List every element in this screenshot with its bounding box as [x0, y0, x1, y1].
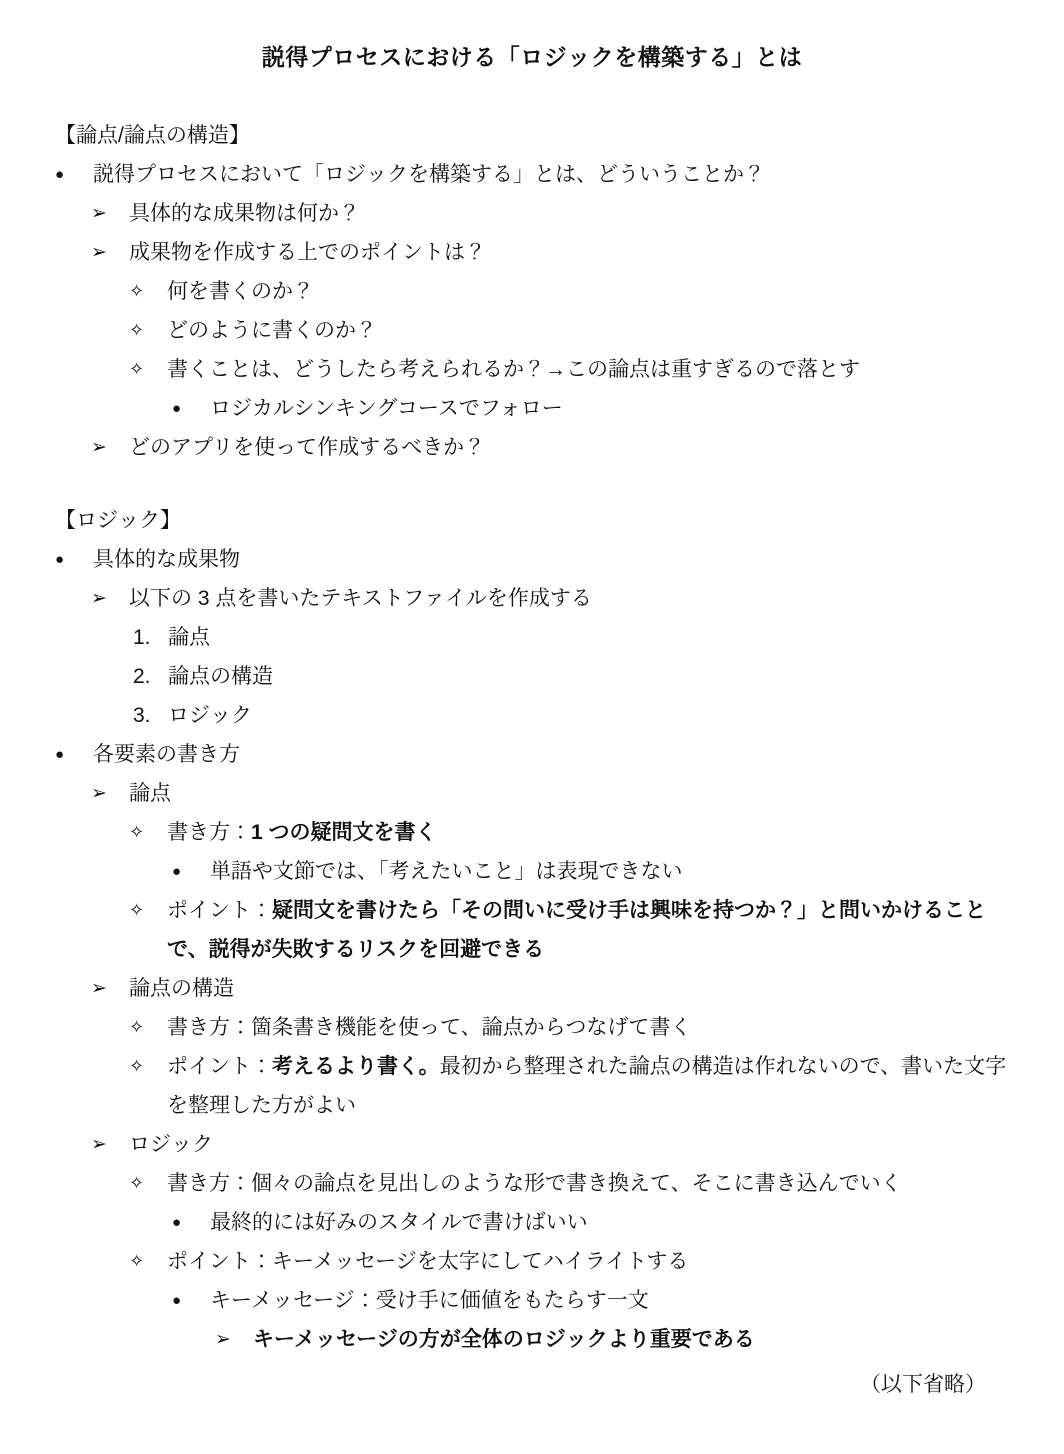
- plain-text: ロジカルシンキングコースでフォロー: [210, 397, 563, 420]
- plain-text: 以下の 3 点を書いたテキストファイルを作成する: [129, 587, 592, 610]
- plain-text: キーメッセージ：受け手に価値をもたらす一文: [210, 1289, 649, 1312]
- outline-item: [0, 696, 1007, 735]
- item-text: [167, 1008, 1007, 1047]
- outline-item: [0, 233, 1007, 272]
- plain-text: 論点: [129, 782, 171, 805]
- item-text: [168, 657, 1007, 696]
- outline-item: [0, 852, 1007, 891]
- item-text: [129, 774, 1007, 813]
- outline-item: [0, 1242, 1007, 1281]
- bullet-icon: ●: [172, 1292, 182, 1309]
- outline-item: [0, 891, 1007, 969]
- plain-text: ロジック: [129, 1133, 213, 1156]
- arrow-icon: ➢: [91, 242, 107, 263]
- bullet-icon: ●: [172, 863, 182, 880]
- plain-text: ポイント：: [167, 899, 272, 922]
- outline-item: [0, 194, 1007, 233]
- plain-text: 書き方：個々の論点を見出しのような形で書き換えて、そこに書き込んでいく: [167, 1172, 902, 1195]
- plain-text: 単語や文節では、「考えたいこと」は表現できない: [210, 860, 683, 883]
- diamond-icon: ✧: [129, 1173, 145, 1193]
- number-label: 3.: [133, 704, 151, 727]
- emphasized-text: 考えるより書く。: [272, 1055, 440, 1078]
- plain-text: どのように書くのか？: [167, 319, 377, 342]
- item-text: [210, 1281, 1007, 1320]
- plain-text: 各要素の書き方: [93, 743, 240, 766]
- plain-text: 論点の構造: [129, 977, 234, 1000]
- outline-item: [0, 735, 1007, 774]
- arrow-icon: ➢: [91, 437, 107, 458]
- outline-item: [0, 1203, 1007, 1242]
- outline-item: [0, 540, 1007, 579]
- outline-item: [0, 813, 1007, 852]
- item-text: [129, 428, 1007, 467]
- outline-item: [0, 1164, 1007, 1203]
- diamond-icon: ✧: [129, 1017, 145, 1037]
- footer-note: （以下省略）: [860, 1373, 986, 1396]
- outline-item: [0, 1125, 1007, 1164]
- item-text: [129, 1125, 1007, 1164]
- diamond-icon: ✧: [129, 822, 145, 842]
- bullet-icon: ●: [55, 166, 65, 183]
- item-text: [167, 350, 1007, 389]
- outline-item: [0, 774, 1007, 813]
- plain-text: 何を書くのか？: [167, 280, 314, 303]
- outline-item: [0, 657, 1007, 696]
- section-heading: 【ロジック】: [55, 509, 181, 532]
- item-text: [210, 852, 1007, 891]
- diamond-icon: ✧: [129, 1056, 145, 1076]
- plain-text: 成果物を作成する上でのポイントは？: [129, 241, 486, 264]
- arrow-icon: ➢: [91, 1134, 107, 1155]
- bullet-icon: ●: [172, 1214, 182, 1231]
- plain-text: ポイント：: [167, 1055, 272, 1078]
- plain-text: 具体的な成果物: [93, 548, 240, 571]
- plain-text: 具体的な成果物は何か？: [129, 202, 360, 225]
- number-label: 1.: [133, 626, 151, 649]
- item-text: [253, 1320, 1007, 1359]
- plain-text: 書くことは、どうしたら考えられるか？→この論点は重すぎるので落とす: [167, 358, 860, 381]
- plain-text: 論点: [168, 626, 210, 649]
- item-text: [93, 155, 1007, 194]
- outline-item: [0, 618, 1007, 657]
- plain-text: 最初から整理された論点の構造は作れないので、書いた文字を整理した方がよい: [167, 1055, 1007, 1117]
- outline-item: [0, 1008, 1007, 1047]
- diamond-icon: ✧: [129, 900, 145, 920]
- outline-item: [0, 389, 1007, 428]
- item-text: [167, 311, 1007, 350]
- outline-item: [0, 350, 1007, 389]
- item-text: [129, 233, 1007, 272]
- plain-text: 説得プロセスにおいて「ロジックを構築する」とは、どういうことか？: [93, 163, 765, 186]
- diamond-icon: ✧: [129, 281, 145, 301]
- item-text: [93, 540, 1007, 579]
- item-text: [167, 272, 1007, 311]
- item-text: [167, 1164, 1007, 1203]
- emphasized-text: 疑問文を書けたら「その問いに受け手は興味を持つか？」と問いかけることで、説得が失敗するリスクを回避できる: [167, 899, 986, 961]
- outline-item: [0, 1281, 1007, 1320]
- item-text: [167, 891, 1007, 969]
- outline-item: [0, 969, 1007, 1008]
- item-text: [168, 696, 1007, 735]
- outline-item: [0, 579, 1007, 618]
- item-text: [129, 969, 1007, 1008]
- outline: [0, 116, 1064, 1359]
- item-text: [167, 1047, 1007, 1125]
- plain-text: 論点の構造: [168, 665, 273, 688]
- item-text: [129, 194, 1007, 233]
- item-text: [168, 618, 1007, 657]
- plain-text: 書き方：: [167, 821, 251, 844]
- emphasized-text: キーメッセージの方が全体のロジックより重要である: [253, 1328, 755, 1351]
- item-text: [210, 1203, 1007, 1242]
- arrow-icon: ➢: [91, 203, 107, 224]
- arrow-icon: ➢: [91, 978, 107, 999]
- arrow-icon: ➢: [91, 588, 107, 609]
- item-text: [167, 1242, 1007, 1281]
- item-text: [129, 579, 1007, 618]
- arrow-icon: ➢: [91, 783, 107, 804]
- plain-text: ロジック: [168, 704, 252, 727]
- number-label: 2.: [133, 665, 151, 688]
- item-text: [167, 813, 1007, 852]
- bullet-icon: ●: [55, 551, 65, 568]
- section-heading: 【論点/論点の構造】: [55, 124, 250, 147]
- bullet-icon: ●: [172, 400, 182, 417]
- item-text: [93, 735, 1007, 774]
- diamond-icon: ✧: [129, 359, 145, 379]
- diamond-icon: ✧: [129, 1251, 145, 1271]
- arrow-icon: ➢: [215, 1329, 231, 1350]
- outline-item: [0, 428, 1007, 467]
- bullet-icon: ●: [55, 746, 65, 763]
- plain-text: 最終的には好みのスタイルで書けばいい: [210, 1211, 588, 1234]
- diamond-icon: ✧: [129, 320, 145, 340]
- outline-item: [0, 1320, 1007, 1359]
- plain-text: ポイント：キーメッセージを太字にしてハイライトする: [167, 1250, 689, 1273]
- item-text: [210, 389, 1007, 428]
- plain-text: 書き方：箇条書き機能を使って、論点からつなげて書く: [167, 1016, 692, 1039]
- outline-section: [0, 501, 1007, 1359]
- outline-item: [0, 272, 1007, 311]
- outline-item: [0, 1047, 1007, 1125]
- outline-item: [0, 311, 1007, 350]
- plain-text: どのアプリを使って作成するべきか？: [129, 436, 486, 459]
- outline-section: [0, 116, 1007, 467]
- outline-item: [0, 155, 1007, 194]
- document-title: 説得プロセスにおける「ロジックを構築する」とは: [261, 44, 803, 70]
- emphasized-text: 1 つの疑問文を書く: [251, 821, 437, 844]
